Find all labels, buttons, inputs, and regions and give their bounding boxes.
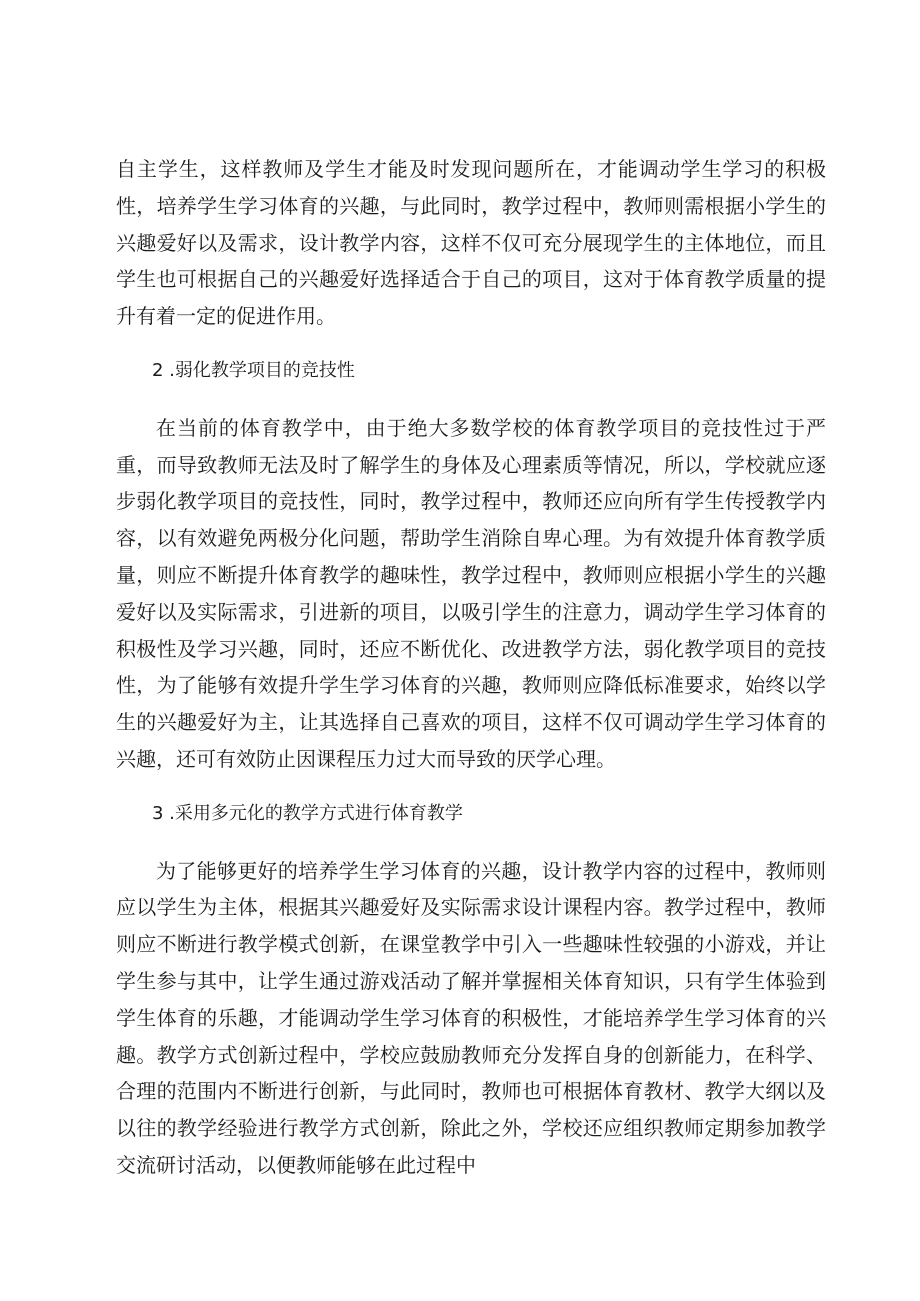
- paragraph-section-2: 在当前的体育教学中，由于绝大多数学校的体育教学项目的竞技性过于严重，而导致教师无法及时了解学生的身体及心理素质等情况，所以，学校就应逐步弱化教学项目的竞技性，同时，教学过程中，教师还应向所有学生传授教学内容，以有效避免两极分化问题，帮助学生消除自卑心理。为有效提升体育教学质量，则应不断提升体育教学的趣味性，教学过程中，教师则应根据小学生的兴趣爱好以及实际需求，引进新的项目，以吸引学生的注意力，调动学生学习体育的积极性及学习兴趣，同时，还应不断优化、改进教学方法，弱化教学项目的竞技性，为了能够有效提升学生学习体育的兴趣，教师则应降低标准要求，始终以学生的兴趣爱好为主，让其选择自己喜欢的项目，这样不仅可调动学生学习体育的兴趣，还可有效防止因课程压力过大而导致的厌学心理。: [116, 415, 826, 771]
- section-heading-3: 3 .采用多元化的教学方式进行体育教学: [152, 802, 463, 824]
- paragraph-section-3: 为了能够更好的培养学生学习体育的兴趣，设计教学内容的过程中，教师则应以学生为主体，根据其兴趣爱好及实际需求设计课程内容。教学过程中，教师则应不断进行教学模式创新，在课堂教学中引入一些趣味性较强的小游戏，并让学生参与其中，让学生通过游戏活动了解并掌握相关体育知识，只有学生体验到学生体育的乐趣，才能调动学生学习体育的积极性，才能培养学生学习体育的兴趣。教学方式创新过程中，学校应鼓励教师充分发挥自身的创新能力，在科学、合理的范围内不断进行创新，与此同时，教师也可根据体育教材、教学大纲以及以往的教学经验进行教学方式创新，除此之外，学校还应组织教师定期参加教学交流研讨活动，以便教师能够在此过程中: [116, 858, 826, 1177]
- paragraph-continuation: 自主学生，这样教师及学生才能及时发现问题所在，才能调动学生学习的积极性，培养学生学习体育的兴趣，与此同时，教学过程中，教师则需根据小学生的兴趣爱好以及需求，设计教学内容，这样不仅可充分展现学生的主体地位，而且学生也可根据自己的兴趣爱好选择适合于自己的项目，这对于体育教学质量的提升有着一定的促进作用。: [116, 157, 826, 329]
- document-body: [116, 151, 826, 1184]
- section-heading-2: 2 .弱化教学项目的竞技性: [152, 359, 355, 381]
